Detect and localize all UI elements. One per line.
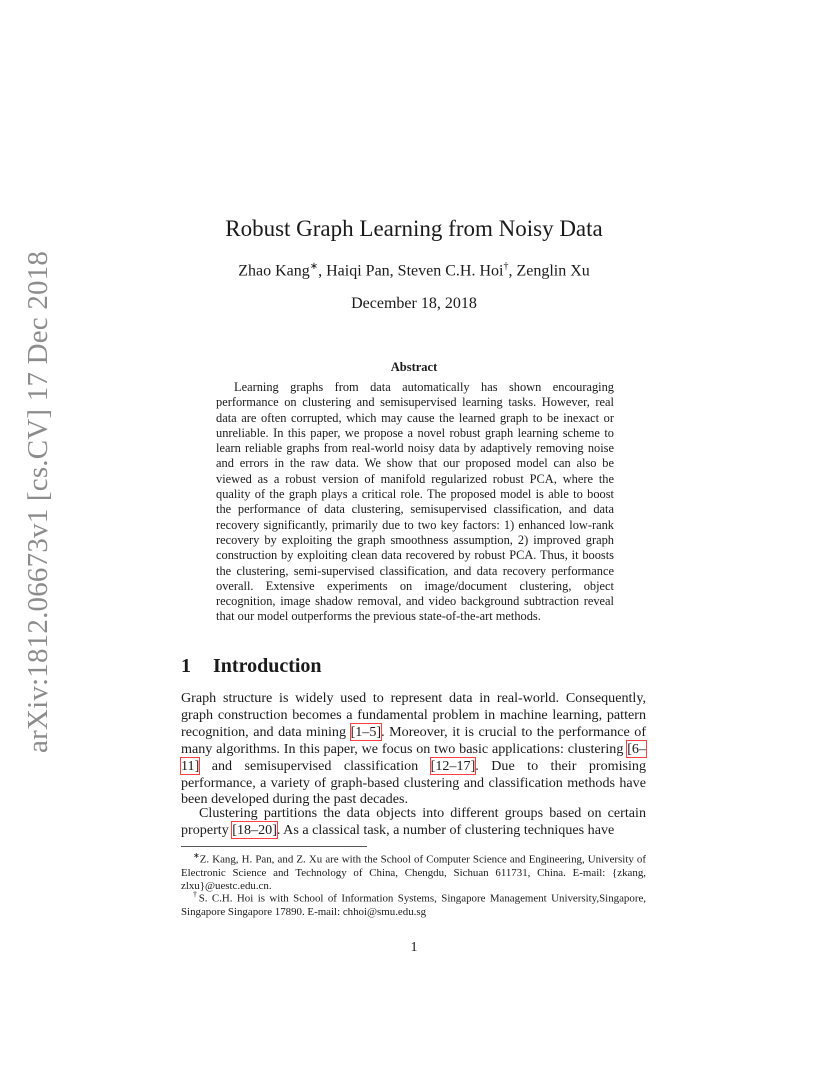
intro-text: . Moreover, it is crucial to the performance of many algorithms. In this paper, we focus on two basic applications: clustering [181,723,647,757]
author-zhao-kang: Zhao Kang [238,262,310,280]
citation-link[interactable]: [12–17] [430,757,476,774]
footnote-mark-1[interactable]: ∗ [309,261,319,272]
citation-link[interactable]: [6–11] [181,740,646,774]
footnote-2 [181,888,646,919]
author-zenglin-xu: , Zenglin Xu [508,262,590,280]
footnote-divider [181,846,367,847]
footnote-2-text: S. C.H. Hoi is with School of Information Systems, Singapore Management University,Singapore, Singapore Singapore 17890. E-mail: chhoi@smu.edu.sg [181,892,647,918]
arxiv-identifier-text: arXiv:1812.06673v1 [cs.CV] 17 Dec 2018 [22,250,54,753]
citation-link[interactable]: [18–20] [232,821,277,838]
intro-text: . Due to their promising performance, a variety of graph-based clustering and classification methods have been developed during the past decades. [181,757,646,808]
abstract-heading: Abstract [390,360,438,374]
citation-link[interactable]: [1–5] [350,723,382,740]
footnote-1-mark: ∗ [193,851,200,860]
paper-title: Robust Graph Learning from Noisy Data [225,216,603,241]
section-heading [181,655,322,678]
footnote-mark-2[interactable]: † [503,261,509,272]
intro-text: Graph structure is widely used to represent data in real-world. Consequently, graph construction becomes a fundamental problem in machine learning, pattern recognition, and data mining [181,690,646,740]
section-title: Introduction [213,655,322,677]
intro-text: and semisupervised classification [199,757,431,774]
arxiv-identifier-stamp [22,250,58,753]
intro-text: Clustering partitions the data objects into different groups based on certain property [181,805,646,838]
intro-paragraph-2 [181,805,646,839]
page-number: 1 [410,940,418,955]
abstract-text: Learning graphs from data automatically has shown encouraging performance on clustering and semisupervised learning tasks. However, real data are often corrupted, which may cause the learned graph to be inexact or unreliable. In this paper, we propose a novel robust graph learning scheme to learn reliable graphs from real-world noisy data by adaptively removing noise and errors in the raw data. We show that our proposed model can also be viewed as a robust version of manifold regularized robust PCA, where the quality of the graph plays a critical role. The proposed model is able to boost the performance of data clustering, semisupervised classification, and data recovery significantly, primarily due to two key factors: 1) enhanced low-rank recovery by exploiting the graph smoothness assumption, 2) improved graph construction by exploiting clean data recovered by robust PCA. Thus, it boosts the clustering, semi-supervised classification, and data recovery performance overall. Extensive experiments on image/document clustering, object recognition, image shadow removal, and video background subtraction reveal that our model outperforms the previous state-of-the-art methods. [216,380,614,624]
intro-text: . As a classical task, a number of clustering techniques have [276,821,615,838]
section-number: 1 [181,655,191,677]
intro-paragraph-1 [181,690,646,808]
paper-date: December 18, 2018 [351,295,477,312]
footnote-1 [181,849,646,894]
footnote-2-mark: † [193,890,199,899]
author-list [0,261,828,280]
footnote-1-text: Z. Kang, H. Pan, and Z. Xu are with the School of Computer Science and Engineering, University of Electronic Science and Technology of China, Chengdu, Sichuan 611731, China. E-mail: {zkang, zlxu}@uestc.edu.cn. [181,853,646,893]
author-names-middle: , Haiqi Pan, Steven C.H. Hoi [318,262,504,280]
